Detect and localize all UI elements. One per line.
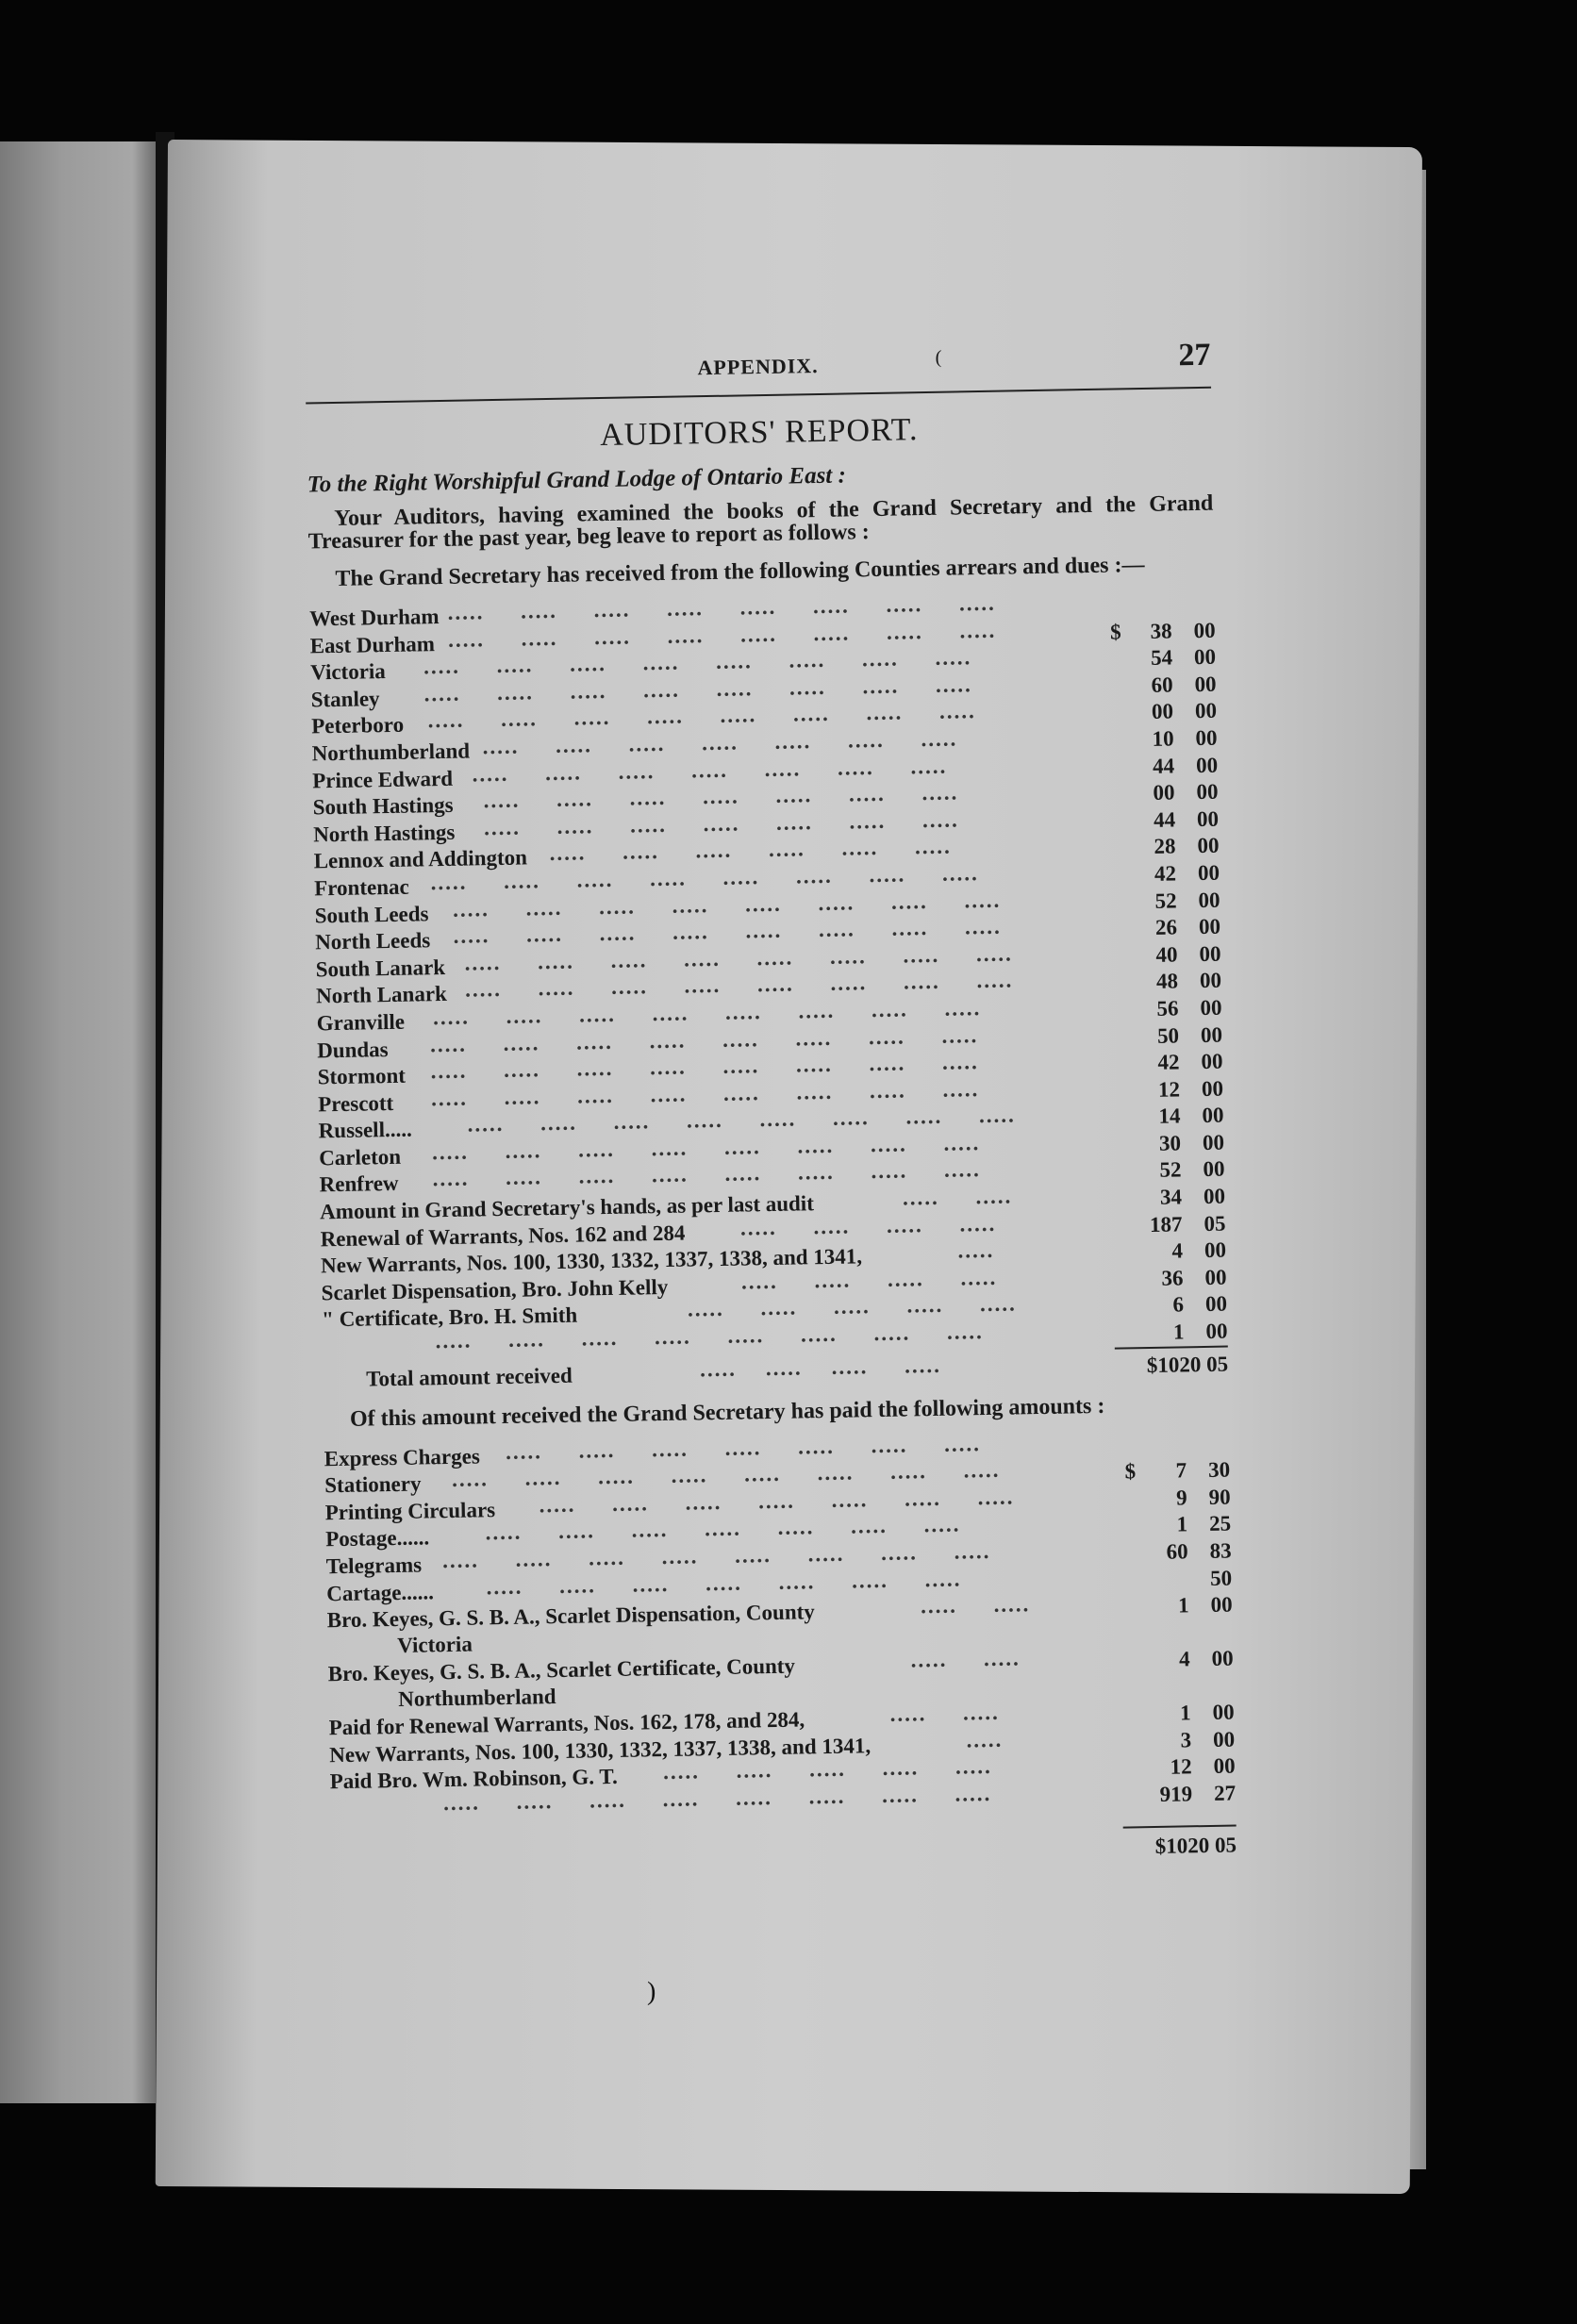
leader-dots: ..... ..... ..... ..... ..... ..... ..... ..... (464, 968, 1014, 1002)
leader-dots: ..... ..... ..... ..... ..... ..... ..... (505, 1431, 982, 1464)
row-label: Northumberland (311, 739, 471, 766)
currency-sign: $ (1124, 1459, 1137, 1484)
amount-cents: 27 (1213, 1781, 1237, 1805)
row-label: South Hastings (312, 792, 454, 820)
row-label: Paid for Renewal Warrants, Nos. 162, 178, and 284, (328, 1707, 805, 1740)
leader-dots: ..... ..... (902, 1184, 1013, 1210)
leader-dots: ..... ..... ..... ..... ..... ..... ..... ..... (429, 1022, 979, 1056)
amount-cents: 00 (1210, 1592, 1233, 1618)
leader-dots: ..... ..... ..... ..... ..... ..... ..... ..... (451, 1458, 1001, 1492)
amount-cents: 00 (1194, 672, 1217, 696)
row-label: New Warrants, Nos. 100, 1330, 1332, 1337, 1338, and 1341, (320, 1244, 863, 1278)
row-label: North Lanark (315, 982, 448, 1008)
leader-dots: ..... ..... ..... ..... ..... ..... ..... ..... (442, 1781, 992, 1816)
leader-dots: ..... ..... ..... ..... ..... ..... ..... ..... (453, 914, 1002, 948)
row-label: Victoria (309, 659, 387, 685)
amount-cents (1193, 1430, 1229, 1431)
amount-dollars: 12 (1170, 1754, 1192, 1780)
intro-paragraph: Your Auditors, having examined the books of the Grand Secretary and the Grand Treasurer for the past year, beg leave to report as follows : (307, 490, 1214, 555)
leader-dots: ..... ..... ..... ..... ..... ..... ..... ..... (447, 618, 997, 652)
amount-cents: 00 (1204, 1265, 1227, 1289)
amount-cents: 00 (1196, 806, 1220, 831)
leader-dots: ..... ..... (910, 1646, 1021, 1672)
amount-dollars: 40 (1155, 942, 1178, 967)
amount-dollars: 12 (1157, 1077, 1181, 1102)
amount-dollars: 10 (1152, 726, 1174, 751)
amount-dollars: 9 (1175, 1486, 1187, 1510)
amount-dollars: 3 (1180, 1728, 1192, 1752)
leader-dots: ..... ..... ..... ..... ..... ..... ..... ..... (432, 995, 982, 1030)
row-label: Prescott (317, 1090, 394, 1117)
leader-dots: ..... ..... ..... ..... ..... ..... ..... ..... (452, 888, 1002, 921)
amount-dollars: 36 (1161, 1266, 1184, 1290)
row-label: Renewal of Warrants, Nos. 162 and 284 (320, 1220, 686, 1251)
currency-sign: $ (1109, 620, 1121, 644)
total-amount: $1020 05 (1146, 1352, 1229, 1377)
row-label: Russell..... (318, 1117, 412, 1143)
leader-dots: ..... ..... ..... ..... ..... ..... ..... ..... (430, 1050, 979, 1084)
amount-cents: 00 (1195, 753, 1219, 777)
leader-dots: ..... ..... ..... ..... ..... ..... ..... ..... (432, 1157, 981, 1191)
ink-mark: ( (935, 346, 942, 369)
leader-dots: ..... ..... ..... ..... ..... ..... ..... (482, 726, 958, 759)
amount-dollars: 60 (1151, 672, 1173, 697)
receipts-ledger (309, 590, 1228, 1361)
amount-cents: 00 (1213, 1753, 1236, 1779)
amount-cents: 00 (1201, 1049, 1223, 1074)
amount-cents: 00 (1201, 1076, 1224, 1101)
row-label: East Durham (309, 631, 436, 658)
row-label: Stanley (310, 686, 380, 712)
leader-dots: ..... ..... ..... ..... ..... ..... ..... (472, 754, 948, 787)
amount-dollars: 1 (1172, 1320, 1185, 1344)
row-label: Paid Bro. Wm. Robinson, G. T. (329, 1765, 618, 1794)
leader-dots: ..... ..... ..... ..... ..... ..... ..... ..... (441, 1538, 991, 1573)
amount-cents: 00 (1203, 1157, 1225, 1182)
row-label: Peterboro (310, 713, 405, 739)
amount-dollars: 30 (1158, 1131, 1182, 1155)
amount-dollars: 44 (1152, 754, 1175, 778)
amount-cents: 00 (1198, 888, 1220, 912)
amount-cents: 00 (1203, 1184, 1226, 1209)
amount-cents: 00 (1200, 995, 1222, 1020)
book-page (156, 140, 1422, 2194)
amount-cents: 00 (1198, 914, 1221, 939)
row-label-continued: Northumberland (397, 1685, 556, 1712)
leader-dots: ..... ..... ..... ..... ..... ..... ..... ..... (423, 645, 972, 679)
amount-cents: 00 (1196, 779, 1219, 805)
leader-dots: ..... ..... (920, 1592, 1031, 1618)
leader-dots: ..... (957, 1238, 995, 1263)
row-label: Stationery (324, 1471, 422, 1498)
row-label: Lennox and Addington (313, 845, 528, 873)
leader-dots: ..... ..... ..... ..... ..... ..... ..... (483, 780, 959, 813)
amount-dollars: 919 (1159, 1782, 1193, 1806)
amount-dollars: 187 (1149, 1212, 1183, 1237)
amount-cents: 00 (1202, 1103, 1224, 1128)
row-label: Telegrams (325, 1552, 423, 1579)
amount-dollars: 42 (1154, 861, 1177, 886)
amount-dollars: 56 (1156, 996, 1179, 1021)
report-title: AUDITORS' REPORT. (599, 412, 919, 454)
leader-dots: ..... ..... ..... ..... ..... ..... ..... (483, 807, 959, 839)
leader-dots: ..... ..... ..... ..... (699, 1353, 942, 1381)
row-label: North Hastings (312, 820, 456, 847)
amount-cents: 00 (1205, 1319, 1228, 1343)
amount-dollars: 52 (1159, 1157, 1182, 1183)
leader-dots: ..... ..... ..... ..... ..... ..... ..... ..... (447, 590, 996, 624)
amount-cents: 25 (1208, 1511, 1232, 1536)
amount-dollars: 52 (1154, 888, 1177, 913)
row-label: Stormont (317, 1063, 407, 1089)
section-heading: APPENDIX. (697, 353, 819, 380)
leader-dots: ..... ..... ..... ..... ..... ..... ..... (485, 1512, 961, 1545)
leader-dots: ..... ..... ..... ..... ..... ..... ..... ..... (431, 1130, 981, 1165)
row-label: Renfrew (319, 1171, 399, 1197)
amount-cents: 05 (1204, 1211, 1226, 1236)
amount-cents: 90 (1208, 1485, 1231, 1509)
amount-cents: 00 (1212, 1727, 1236, 1751)
row-label: North Leeds (314, 928, 431, 954)
amount-cents: 00 (1204, 1292, 1228, 1317)
payments-intro: Of this amount received the Grand Secretary has paid the following amounts : (349, 1393, 1105, 1432)
amount-dollars: 60 (1166, 1539, 1188, 1564)
amount-cents (1179, 590, 1215, 591)
leader-dots: ..... ..... ..... ..... ..... ..... ..... ..... (430, 861, 979, 895)
amount-cents: 00 (1200, 1022, 1223, 1047)
leader-dots: ..... ..... ..... ..... ..... ..... ..... ..... (430, 1076, 980, 1110)
row-label-continued: Victoria (396, 1632, 473, 1658)
amount-dollars: 6 (1172, 1292, 1185, 1318)
amount-dollars: 1 (1177, 1593, 1189, 1618)
leader-dots: ..... ..... ..... ..... ..... ..... ..... ..... (435, 1320, 984, 1353)
total-label: Total amount received (366, 1363, 573, 1391)
row-label: Granville (316, 1009, 406, 1036)
leader-dots: ..... ..... ..... ..... ..... ..... ..... (486, 1567, 962, 1599)
row-label: Express Charges (324, 1444, 480, 1470)
leader-dots: ..... ..... ..... ..... ..... ..... ..... ..... (464, 941, 1013, 975)
amount-cents: 00 (1195, 725, 1218, 751)
leader-dots: ..... ..... ..... ..... ..... ..... ..... ..... (467, 1103, 1016, 1137)
row-label: Bro. Keyes, G. S. B. A., Scarlet Dispensation, County (326, 1600, 815, 1633)
salutation: To the Right Worshipful Grand Lodge of Ontario East : (307, 462, 847, 498)
row-label: Amount in Grand Secretary's hands, as per last audit (319, 1191, 815, 1224)
page-number: 27 (1178, 337, 1211, 374)
amount-dollars: 34 (1159, 1185, 1183, 1209)
amount-cents: 50 (1209, 1566, 1233, 1590)
leader-dots: ..... (966, 1727, 1004, 1752)
amount-cents: 00 (1193, 618, 1216, 642)
amount-dollars: 26 (1154, 915, 1178, 939)
row-label: South Lanark (315, 954, 446, 982)
leader-dots: ..... ..... ..... ..... (739, 1211, 997, 1240)
amount-cents: 83 (1209, 1538, 1232, 1563)
amount-dollars: 50 (1156, 1022, 1180, 1048)
amount-dollars: 54 (1150, 645, 1173, 671)
ink-mark: ) (646, 1977, 656, 2007)
payments-ledger (324, 1430, 1237, 1823)
row-label: Frontenac (313, 874, 409, 901)
row-label: Dundas (316, 1037, 389, 1062)
leader-dots: ..... ..... ..... ..... ..... (662, 1754, 993, 1784)
amount-cents: 00 (1199, 941, 1221, 966)
leader-dots: ..... ..... ..... ..... ..... ..... ..... ..... (423, 672, 972, 706)
row-label: Bro. Keyes, G. S. B. A., Scarlet Certificate, County (327, 1653, 796, 1686)
amount-cents: 00 (1193, 644, 1217, 670)
row-label: Printing Circulars (324, 1497, 496, 1525)
amount-dollars: 38 (1150, 619, 1172, 643)
leader-dots: ..... ..... (889, 1701, 1001, 1727)
amount-cents: 00 (1199, 968, 1222, 993)
row-label: Carleton (318, 1144, 402, 1170)
amount-cents: 00 (1197, 860, 1220, 885)
page-text-block (305, 334, 1237, 1880)
row-label: West Durham (308, 605, 440, 631)
leader-dots: ..... ..... ..... ..... ..... ..... (549, 834, 952, 866)
amount-dollars: 44 (1153, 807, 1176, 832)
amount-cents: 30 (1207, 1457, 1231, 1483)
amount-dollars: 7 (1175, 1458, 1187, 1483)
row-label: Prince Edward (311, 766, 454, 792)
leader-dots: ..... ..... ..... ..... ..... (687, 1291, 1017, 1321)
amount-cents: 00 (1194, 699, 1218, 723)
amount-dollars: 4 (1178, 1647, 1190, 1671)
amount-dollars: 14 (1158, 1104, 1181, 1129)
payments-total-amount: $1020 05 (1154, 1833, 1237, 1858)
facing-page-edge (0, 141, 156, 2103)
leader-dots: ..... ..... ..... ..... ..... ..... ..... (539, 1485, 1015, 1518)
row-label: Cartage...... (326, 1579, 435, 1605)
amount-dollars: 00 (1151, 699, 1174, 724)
row-label: New Warrants, Nos. 100, 1330, 1332, 1337, 1338, and 1341, (329, 1734, 872, 1768)
amount-cents: 00 (1197, 833, 1220, 858)
row-label: South Leeds (314, 901, 429, 927)
receipts-intro: The Grand Secretary has received from the following Counties arrears and dues :— (335, 552, 1145, 591)
amount-dollars: 1 (1179, 1701, 1191, 1725)
amount-dollars: 4 (1171, 1238, 1184, 1263)
amount-dollars: 00 (1153, 780, 1175, 805)
amount-cents: 00 (1211, 1646, 1234, 1671)
row-label: Scarlet Dispensation, Bro. John Kelly (321, 1274, 669, 1305)
amount-dollars: 28 (1154, 834, 1176, 859)
row-label: Postage...... (325, 1525, 430, 1552)
running-header (305, 334, 1211, 405)
leader-dots: ..... ..... ..... ..... ..... ..... ..... ..... (427, 699, 976, 733)
amount-cents: 00 (1204, 1237, 1227, 1263)
amount-dollars: 48 (1155, 969, 1179, 994)
amount-cents: 00 (1212, 1700, 1235, 1725)
amount-dollars: 1 (1176, 1512, 1188, 1536)
row-label: " Certificate, Bro. H. Smith (321, 1303, 578, 1332)
leader-dots: ..... ..... ..... ..... (740, 1265, 998, 1294)
amount-cents: 00 (1202, 1130, 1225, 1154)
amount-dollars: 42 (1157, 1050, 1180, 1074)
